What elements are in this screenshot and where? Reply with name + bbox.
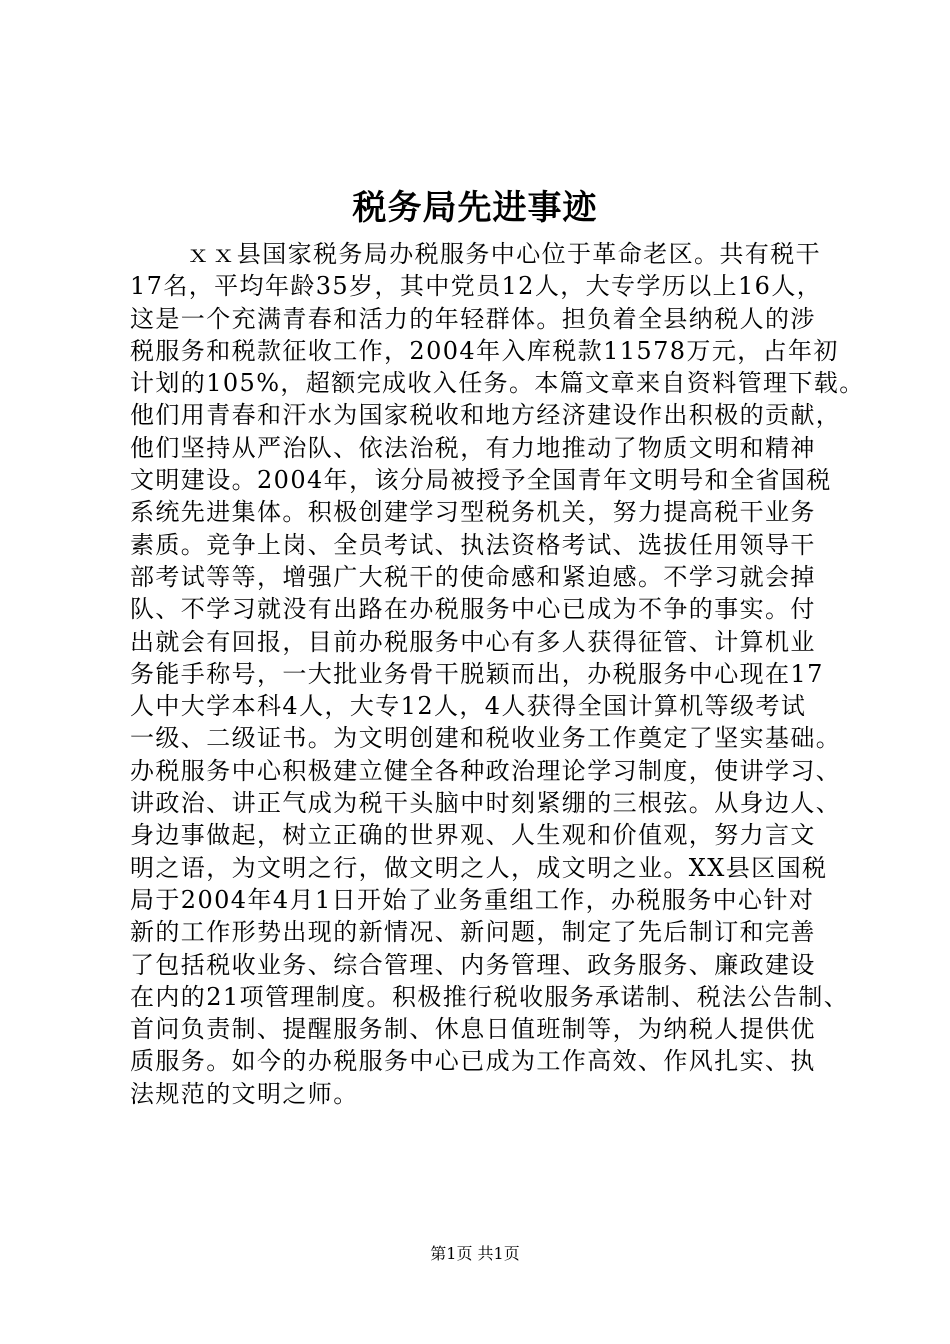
body-line: 素质。竞争上岗、全员考试、执法资格考试、选拔任用领导干: [130, 530, 816, 559]
body-line: 系统先进集体。积极创建学习型税务机关，努力提高税干业务: [130, 498, 816, 527]
document-title: 税务局先进事迹: [352, 188, 598, 228]
body-line: 文明建设。2004年，该分局被授予全国青年文明号和全省国税: [130, 466, 832, 495]
page-footer: 第1页 共1页: [430, 1244, 520, 1263]
body-line: 讲政治、讲正气成为税干头脑中时刻紧绷的三根弦。从身边人、: [130, 789, 842, 818]
document-body: [130, 238, 865, 1110]
body-line: 部考试等等，增强广大税干的使命感和紧迫感。不学习就会掉: [130, 562, 816, 591]
body-line: 法规范的文明之师。: [130, 1079, 359, 1108]
body-line: 一级、二级证书。为文明创建和税收业务工作奠定了坚实基础。: [130, 724, 842, 753]
body-line: 了包括税收业务、综合管理、内务管理、政务服务、廉政建设: [130, 950, 816, 979]
body-line: 他们坚持从严治队、依法治税，有力地推动了物质文明和精神: [130, 433, 816, 462]
body-line: 17名，平均年龄35岁，其中党员12人，大专学历以上16人，: [130, 272, 823, 301]
body-line: 质服务。如今的办税服务中心已成为工作高效、作风扎实、执: [130, 1047, 816, 1076]
body-line: 办税服务中心积极建立健全各种政治理论学习制度，使讲学习、: [130, 756, 842, 785]
body-line: 他们用青春和汗水为国家税收和地方经济建设作出积极的贡献，: [130, 401, 842, 430]
body-line: 税服务和税款征收工作，2004年入库税款11578万元，占年初: [130, 336, 839, 365]
body-line: ｘｘ县国家税务局办税服务中心位于革命老区。共有税干: [186, 240, 821, 268]
body-line: 人中大学本科4人，大专12人，4人获得全国计算机等级考试: [130, 692, 807, 721]
body-line: 明之语，为文明之行，做文明之人，成文明之业。XX县区国税: [130, 853, 828, 882]
body-line: 首问负责制、提醒服务制、休息日值班制等，为纳税人提供优: [130, 1015, 816, 1044]
body-line: 务能手称号，一大批业务骨干脱颖而出，办税服务中心现在17: [130, 659, 824, 688]
body-line: 出就会有回报，目前办税服务中心有多人获得征管、计算机业: [130, 627, 816, 656]
body-line: 队、不学习就没有出路在办税服务中心已成为不争的事实。付: [130, 595, 816, 624]
body-line: 计划的105%，超额完成收入任务。本篇文章来自资料管理下载。: [130, 369, 865, 398]
body-line: 局于2004年4月1日开始了业务重组工作，办税服务中心针对: [130, 885, 815, 914]
body-line: 新的工作形势出现的新情况、新问题，制定了先后制订和完善: [130, 918, 816, 947]
body-line: 身边事做起，树立正确的世界观、人生观和价值观，努力言文: [130, 821, 816, 850]
body-line: 在内的21项管理制度。积极推行税收服务承诺制、税法公告制、: [130, 982, 850, 1011]
body-line: 这是一个充满青春和活力的年轻群体。担负着全县纳税人的涉: [130, 304, 816, 333]
